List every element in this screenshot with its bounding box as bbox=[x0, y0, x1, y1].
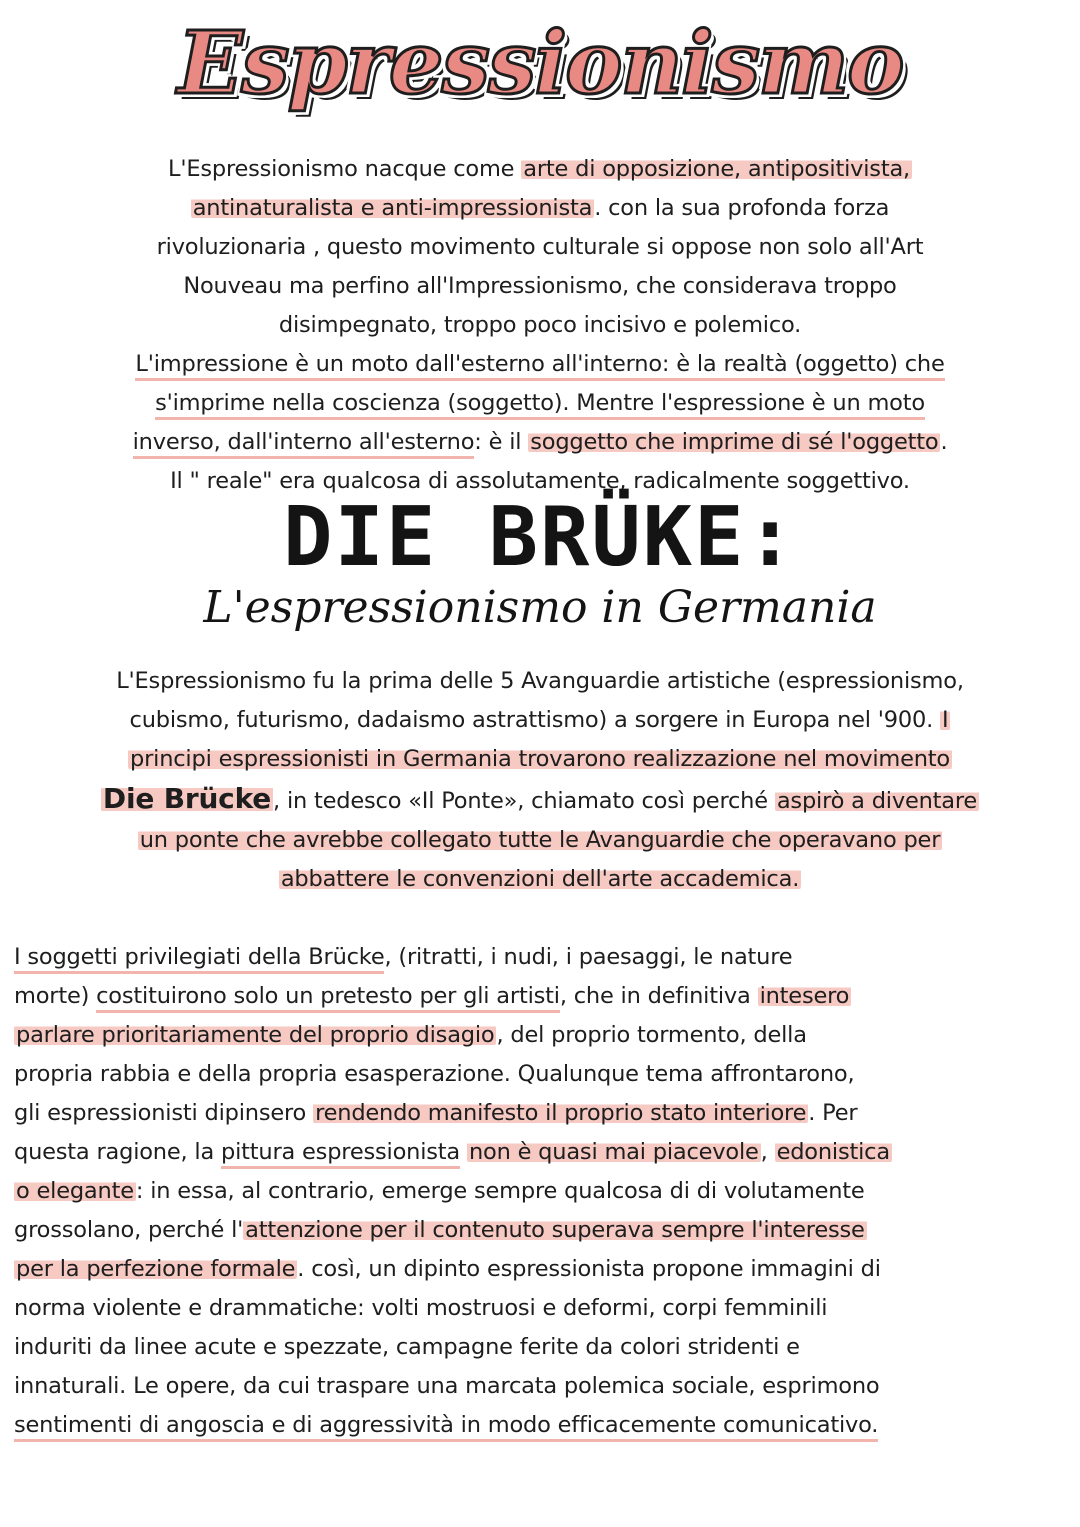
brucke-paragraph bbox=[10, 662, 1070, 899]
highlight: principi espressionisti in Germania trovarono realizzazione nel movimento bbox=[130, 746, 950, 772]
text-line: parlare prioritariamente del proprio disagio, del proprio tormento, della bbox=[16, 1022, 807, 1048]
text-line: morte) costituirono solo un pretesto per gli artisti, che in definitiva intesero bbox=[14, 977, 1070, 1016]
highlight: parlare prioritariamente del proprio disagio bbox=[16, 1022, 495, 1048]
text-line bbox=[10, 740, 1070, 779]
highlight: per la perfezione formale bbox=[16, 1256, 296, 1282]
highlight: soggetto che imprime di sé l'oggetto bbox=[530, 429, 939, 455]
text-line: antinaturalista e anti-impressionista. con la sua profonda forza bbox=[192, 195, 890, 221]
page-title: Espressionismo bbox=[177, 13, 903, 114]
text-line: grossolano, perché l'attenzione per il contenuto superava sempre l'interesse bbox=[14, 1217, 865, 1243]
highlight: arte di opposizione, antipositivista, bbox=[523, 156, 910, 182]
text-line: Die Brücke, in tedesco «Il Ponte», chiamato così perché aspirò a diventare bbox=[102, 782, 978, 815]
intro-paragraph bbox=[10, 150, 1070, 501]
text-line: cubismo, futurismo, dadaismo astrattismo) a sorgere in Europa nel '900. I bbox=[129, 707, 949, 733]
title-banner bbox=[0, 4, 1080, 134]
underline: pittura espressionista bbox=[221, 1139, 460, 1169]
text-line: disimpegnato, troppo poco incisivo e polemico. bbox=[278, 312, 802, 338]
highlight: attenzione per il contenuto superava sempre l'interesse bbox=[245, 1217, 865, 1243]
section-title: DIE BRÜKE: bbox=[283, 490, 797, 585]
highlight: un ponte che avrebbe collegato tutte le Avanguardie che operavano per bbox=[139, 827, 941, 853]
text-line: inverso, dall'interno all'esterno: è il soggetto che imprime di sé l'oggetto. bbox=[10, 423, 1070, 462]
underline: sentimenti di angoscia e di aggressività in modo efficacemente comunicativo. bbox=[14, 1412, 878, 1442]
highlight: intesero bbox=[759, 983, 850, 1009]
text-line: o elegante: in essa, al contrario, emerge sempre qualcosa di di volutamente bbox=[16, 1178, 865, 1204]
text-line bbox=[10, 860, 1070, 899]
text-line: propria rabbia e della propria esasperazione. Qualunque tema affrontarono, bbox=[14, 1061, 855, 1087]
highlight: rendendo manifesto il proprio stato interiore bbox=[315, 1100, 807, 1126]
underline: inverso, dall'interno all'esterno bbox=[133, 429, 475, 459]
soggetti-paragraph bbox=[14, 938, 1070, 1445]
text-line bbox=[14, 1406, 1070, 1445]
text-line: per la perfezione formale. così, un dipinto espressionista propone immagini di bbox=[16, 1256, 881, 1282]
text-line: I soggetti privilegiati della Brücke, (ritratti, i nudi, i paesaggi, le nature bbox=[14, 938, 1070, 977]
text-line: induriti da linee acute e spezzate, campagne ferite da colori stridenti e bbox=[14, 1334, 800, 1360]
highlight: I bbox=[942, 707, 949, 733]
underline: l'espressione è un moto bbox=[661, 390, 925, 420]
highlight: abbattere le convenzioni dell'arte accademica. bbox=[280, 866, 800, 892]
text-line: gli espressionisti dipinsero rendendo manifesto il proprio stato interiore. Per bbox=[14, 1100, 858, 1126]
highlight: o elegante bbox=[16, 1178, 134, 1204]
highlight: aspirò a diventare bbox=[776, 788, 978, 814]
highlight: antinaturalista e anti-impressionista bbox=[192, 195, 593, 221]
text-line bbox=[10, 821, 1070, 860]
text-line bbox=[10, 384, 1070, 423]
underline: I soggetti privilegiati della Brücke bbox=[14, 944, 384, 974]
text-line: Nouveau ma perfino all'Impressionismo, che considerava troppo bbox=[183, 273, 897, 299]
text-line bbox=[10, 345, 1070, 384]
underline: L'impressione è un moto dall'esterno all'interno: è la realtà (oggetto) che bbox=[135, 351, 944, 381]
highlight: Die Brücke bbox=[102, 782, 272, 815]
text-line: norma violente e drammatiche: volti mostruosi e deformi, corpi femminili bbox=[14, 1295, 828, 1321]
text-line: L'Espressionismo nacque come arte di opposizione, antipositivista, bbox=[168, 156, 910, 182]
text-line: L'Espressionismo fu la prima delle 5 Avanguardie artistiche (espressionismo, bbox=[116, 668, 964, 694]
text-line: rivoluzionaria , questo movimento culturale si oppose non solo all'Art bbox=[156, 234, 924, 260]
underline: s'imprime nella coscienza (soggetto). Mentre bbox=[155, 390, 661, 420]
text-line: innaturali. Le opere, da cui traspare una marcata polemica sociale, esprimono bbox=[14, 1373, 880, 1399]
text-line: questa ragione, la pittura espressionista non è quasi mai piacevole, edonistica bbox=[14, 1133, 1070, 1172]
section-subtitle: L'espressionismo in Germania bbox=[203, 582, 877, 633]
underline: costituirono solo un pretesto per gli artisti bbox=[96, 983, 560, 1013]
text-line: Il " reale" era qualcosa di assolutamente, radicalmente soggettivo. bbox=[170, 468, 910, 494]
highlight: non è quasi mai piacevole bbox=[468, 1139, 759, 1165]
highlight: edonistica bbox=[776, 1139, 890, 1165]
